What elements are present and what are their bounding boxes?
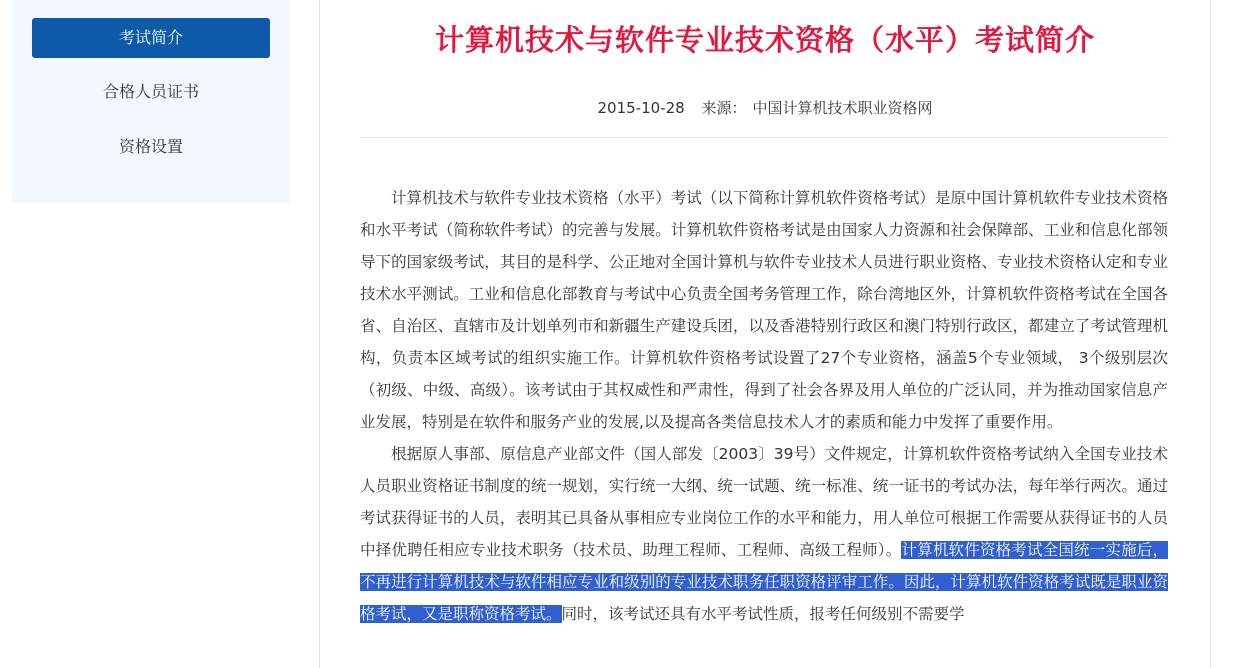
divider <box>360 137 1170 138</box>
publish-date: 2015-10-28 <box>597 99 685 117</box>
sidebar-item-qualification-settings[interactable]: 资格设置 <box>118 137 183 156</box>
source-label: 来源： <box>701 99 747 117</box>
sidebar-item-certificate[interactable]: 合格人员证书 <box>102 82 199 101</box>
page-title: 计算机技术与软件专业技术资格（水平）考试简介 <box>434 23 1095 57</box>
article-body <box>360 182 1168 630</box>
sidebar-nav <box>12 0 290 203</box>
paragraph-1: 计算机技术与软件专业技术资格（水平）考试（以下简称计算机软件资格考试）是原中国计算机软件专业技术资格和水平考试（简称软件考试）的完善与发展。计算机软件资格考试是由国家人力资源和社会保障部、工业和信息化部领导下的国家级考试，其目的是科学、公正地对全国计算机与软件专业技术人员进行职业资格、专业技术资格认定和专业技术水平测试。工业和信息化部教育与考试中心负责全国考务管理工作，除台湾地区外，计算机软件资格考试在全国各省、自治区、直辖市及计划单列市和新疆生产建设兵团，以及香港特别行政区和澳门特别行政区，都建立了考试管理机构，负责本区域考试的组织实施工作。计算机软件资格考试设置了27个专业资格，涵盖5个专业领域， 3个级别层次（初级、中级、高级）。该考试由于其权威性和严肃性，得到了社会各界及用人单位的广泛认同，并为推动国家信息产业发展，特别是在软件和服务产业的发展,以及提高各类信息技术人才的素质和能力中发挥了重要作用。 <box>360 189 1168 431</box>
selected-text[interactable]: 计算机软件资格考试全国统一实施后，不再进行计算机技术与软件相应专业和级别的专业技术职务任职资格评审工作。因此，计算机软件资格考试既是职业资格考试，又是职称资格考试。 <box>360 541 1168 623</box>
paragraph-2 <box>360 438 1168 630</box>
sidebar-item-exam-intro[interactable]: 考试简介 <box>32 18 270 58</box>
source-name: 中国计算机技术职业资格网 <box>752 99 933 117</box>
paragraph-2-text: 根据原人事部、原信息产业部文件（国人部发〔2003〕39号）文件规定，计算机软件资格考试纳入全国专业技术人员职业资格证书制度的统一规划，实行统一大纲、统一试题、统一标准、统一证书的考试办法，每年举行两次。通过考试获得证书的人员，表明其已具备从事相应专业岗位工作的水平和能力，用人单位可根据工作需要从获得证书的人员中择优聘任相应专业技术职务（技术员、助理工程师、工程师、高级工程师）。 <box>360 445 1168 559</box>
paragraph-2-continued: 同时，该考试还具有水平考试性质，报考任何级别不需要学 <box>561 605 965 623</box>
article-panel <box>319 0 1211 668</box>
article-meta <box>320 97 1210 118</box>
